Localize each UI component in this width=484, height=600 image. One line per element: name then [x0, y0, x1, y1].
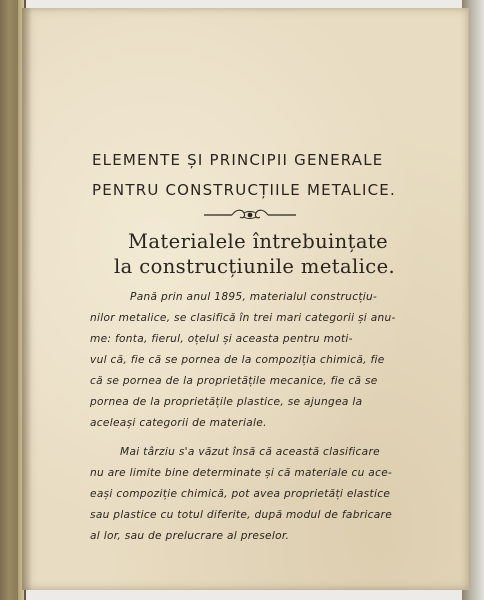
subheading-line-2: la construcțiunile metalice. [114, 255, 396, 278]
subheading-line-1: Materialele întrebuințate [128, 230, 389, 253]
paragraph-1-line-6: pornea de la proprietățile plastice, se ajungea la [90, 396, 363, 408]
paragraph-2-line-5: al lor, sau de prelucrare al preselor. [90, 530, 290, 542]
paragraph-1-line-2: nilor metalice, se clasifică în trei mari categorii și anu- [90, 312, 396, 324]
heading-line-2: PENTRU CONSTRUCȚIILE METALICE. [92, 181, 396, 199]
paragraph-1-line-5: că se pornea de la proprietățile mecanice, fie că se [90, 375, 378, 387]
paragraph-2-line-1: Mai târziu s'a văzut însă că această clasificare [120, 446, 380, 458]
paragraph-2-line-2: nu are limite bine determinate și că materiale cu ace- [90, 467, 393, 479]
paragraph-1-line-4: vul că, fie că se pornea de la compoziția chimică, fie [90, 354, 385, 366]
page-gutter-shadow [22, 8, 32, 590]
paragraph-1-line-7: aceleași categorii de materiale. [90, 417, 267, 429]
paragraph-2-line-3: eași compoziție chimică, pot avea proprietăți elastice [90, 488, 391, 500]
paragraph-2-line-4: sau plastice cu totul diferite, după modul de fabricare [90, 509, 393, 521]
paragraph-1-line-1: Pană prin anul 1895, materialul construcțiu- [130, 291, 378, 303]
scroll-flourish-icon [202, 208, 298, 222]
paragraph-1-line-3: me: fonta, fierul, oțelul și aceasta pentru moti- [90, 333, 353, 345]
heading-line-1: ELEMENTE ȘI PRINCIPII GENERALE [92, 151, 384, 169]
book-page [22, 8, 469, 590]
